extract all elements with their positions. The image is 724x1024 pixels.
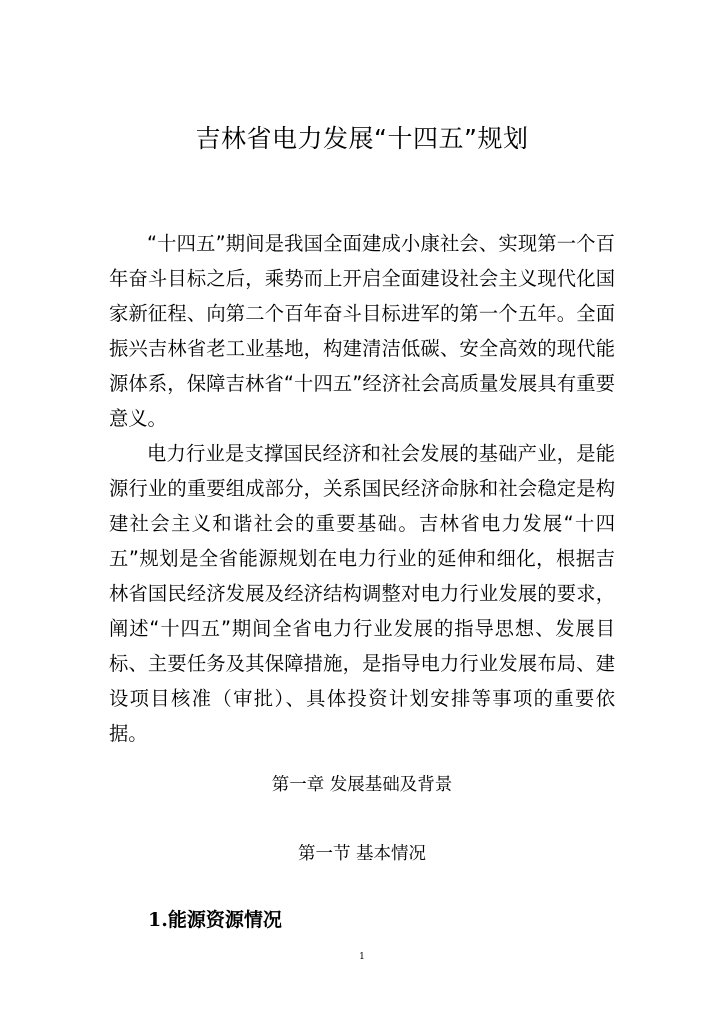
page-number: 1 <box>359 952 365 962</box>
paragraph-power-industry: 电力行业是支撑国民经济和社会发展的基础产业，是能源行业的重要组成部分，关系国民经济命脉和社会稳定是构建社会主义和谐社会的重要基础。吉林省电力发展“十四五”规划是全省能源规划在电力行业的延伸和细化，根据吉林省国民经济发展及经济结构调整对电力行业发展的要求，阐述“十四五”期间全省电力行业发展的指导思想、发展目标、主要任务及其保障措施，是指导电力行业发展布局、建设项目核准（审批）、具体投资计划安排等事项的重要依据。 <box>109 442 615 745</box>
paragraph-intro: “十四五”期间是我国全面建成小康社会、实现第一个百年奋斗目标之后，乘势而上开启全面建设社会主义现代化国家新征程、向第二个百年奋斗目标进军的第一个五年。全面振兴吉林省老工业基地，构建清洁低碳、安全高效的现代能源体系，保障吉林省“十四五”经济社会高质量发展具有重要意义。 <box>109 232 615 430</box>
chapter-heading: 第一章 发展基础及背景 <box>271 775 453 795</box>
section-heading: 第一节 基本情况 <box>297 844 427 864</box>
subsection-heading: 1.能源资源情况 <box>148 909 282 931</box>
document-body <box>109 226 615 751</box>
document-title: 吉林省电力发展“十四五”规划 <box>195 124 529 153</box>
